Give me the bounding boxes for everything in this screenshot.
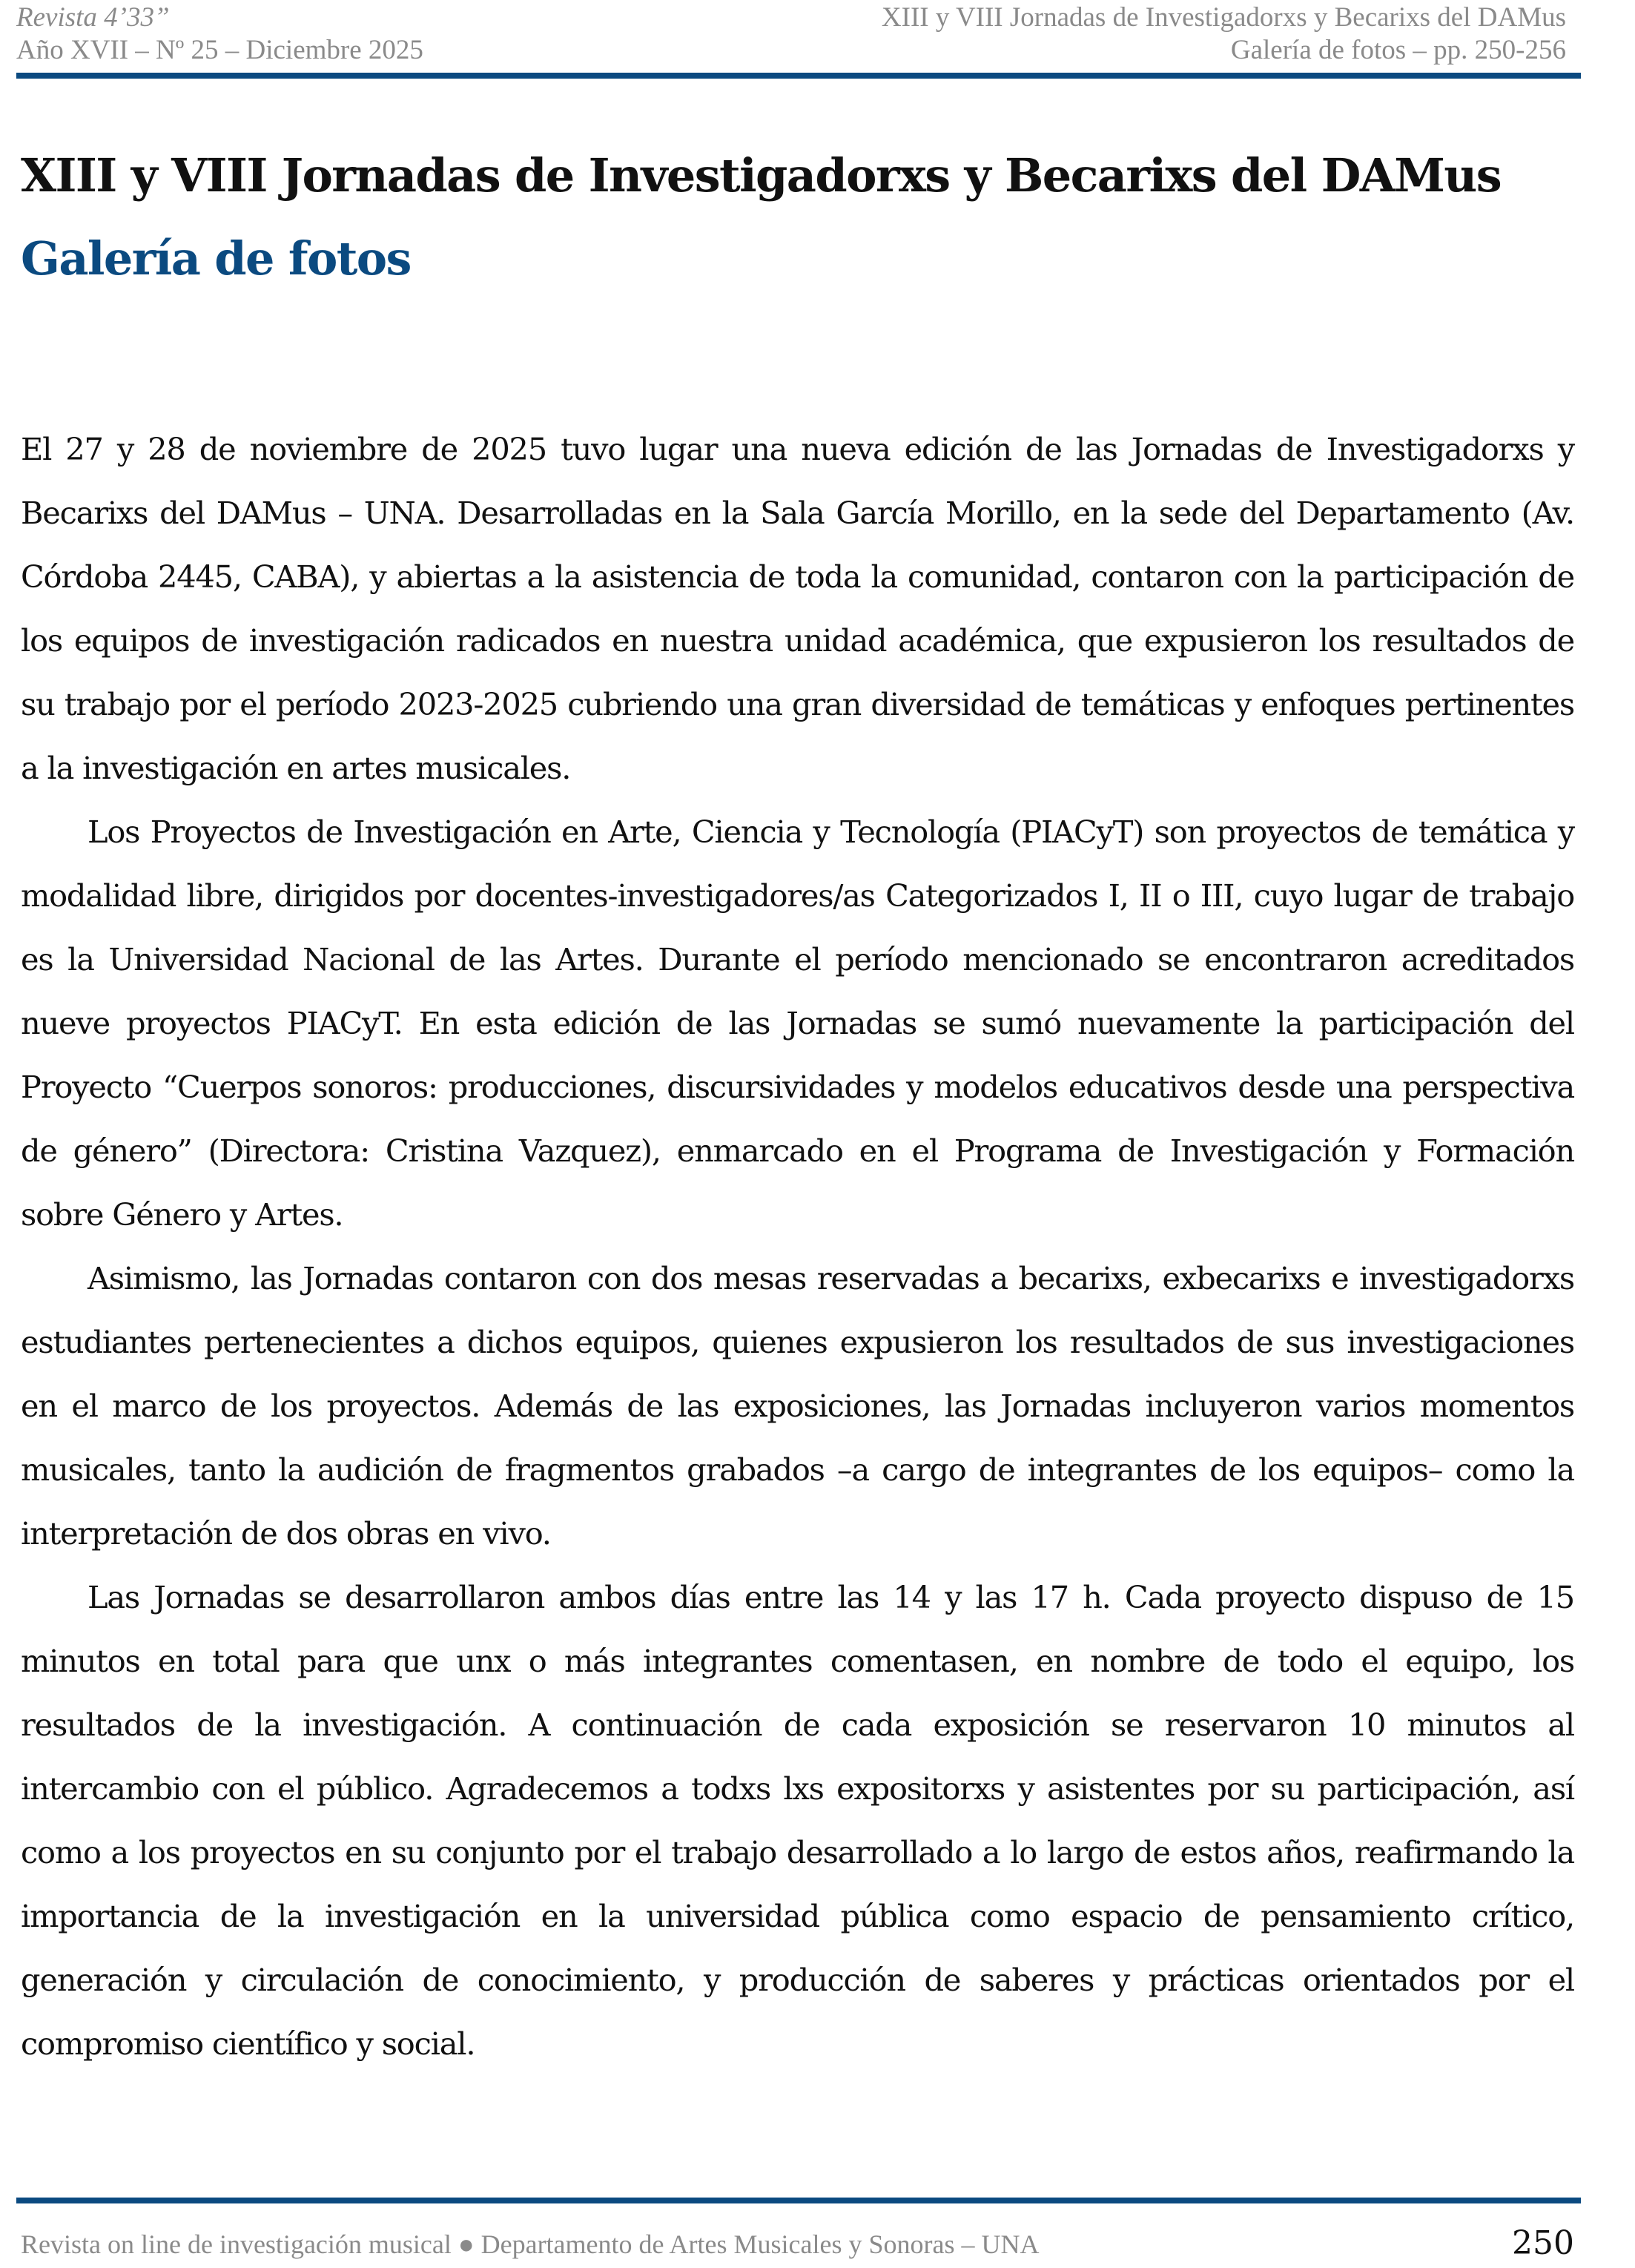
- header-right: [882, 1, 1566, 67]
- paragraph: El 27 y 28 de noviembre de 2025 tuvo lugar una nueva edición de las Jornadas de Investigadorxs y Becarixs del DAMus – UNA. Desarrolladas en la Sala García Morillo, en la sede del Departamento (Av. Córdoba 2445, CABA), y abiertas a la asistencia de toda la comunidad, contaron con la participación de los equipos de investigación radicados en nuestra unidad académica, que expusieron los resultados de su trabajo por el período 2023-2025 cubriendo una gran diversidad de temáticas y enfoques pertinentes a la investigación en artes musicales.: [21, 431, 1574, 786]
- article-title: XIII y VIII Jornadas de Investigadorxs y Becarixs del DAMus: [21, 148, 1502, 202]
- running-header: [16, 0, 1581, 74]
- journal-name: Revista 4’33”: [16, 2, 170, 33]
- paragraph: Asimismo, las Jornadas contaron con dos mesas reservadas a becarixs, exbecarixs e investigadorxs estudiantes pertenecientes a dichos equipos, quienes expusieron los resultados de sus investigaciones en el marco de los proyectos. Además de las exposiciones, las Jornadas incluyeron varios momentos musicales, tanto la audición de fragmentos grabados –a cargo de integrantes de los equipos– como la interpretación de dos obras en vivo.: [21, 1260, 1574, 1552]
- header-left: [16, 1, 423, 67]
- paragraph: Los Proyectos de Investigación en Arte, Ciencia y Tecnología (PIACyT) son proyectos de temática y modalidad libre, dirigidos por docentes-investigadores/as Categorizados I, II o III, cuyo lugar de trabajo es la Universidad Nacional de las Artes. Durante el período mencionado se encontraron acreditados nueve proyectos PIACyT. En esta edición de las Jornadas se sumó nuevamente la participación del Proyecto “Cuerpos sonoros: producciones, discursividades y modelos educativos desde una perspectiva de género” (Directora: Cristina Vazquez), enmarcado en el Programa de Investigación y Formación sobre Género y Artes.: [21, 814, 1574, 1233]
- article-body: [21, 418, 1574, 2076]
- footer-text: Revista on line de investigación musical ● Departamento de Artes Musicales y Sonoras – UNA: [21, 2229, 1040, 2259]
- paragraph: Las Jornadas se desarrollaron ambos días entre las 14 y las 17 h. Cada proyecto dispuso de 15 minutos en total para que unx o más integrantes comentasen, en nombre de todo el equipo, los resultados de la investigación. A continuación de cada exposición se reservaron 10 minutos al intercambio con el público. Agradecemos a todxs lxs expositorxs y asistentes por su participación, así como a los proyectos en su conjunto por el trabajo desarrollado a lo largo de estos años, reafirmando la importancia de la investigación en la universidad pública como espacio de pensamiento crítico, generación y circulación de conocimiento, y producción de saberes y prácticas orientados por el compromiso científico y social.: [21, 1579, 1574, 2062]
- issue-info: Año XVII – Nº 25 – Diciembre 2025: [16, 35, 423, 65]
- header-article-title: XIII y VIII Jornadas de Investigadorxs y Becarixs del DAMus: [881, 2, 1566, 33]
- page-number: 250: [1512, 2224, 1574, 2262]
- header-section-pages: Galería de fotos – pp. 250-256: [1230, 35, 1566, 65]
- article-subtitle: Galería de fotos: [21, 231, 411, 286]
- header-divider: [16, 73, 1581, 79]
- footer-divider: [16, 2198, 1581, 2203]
